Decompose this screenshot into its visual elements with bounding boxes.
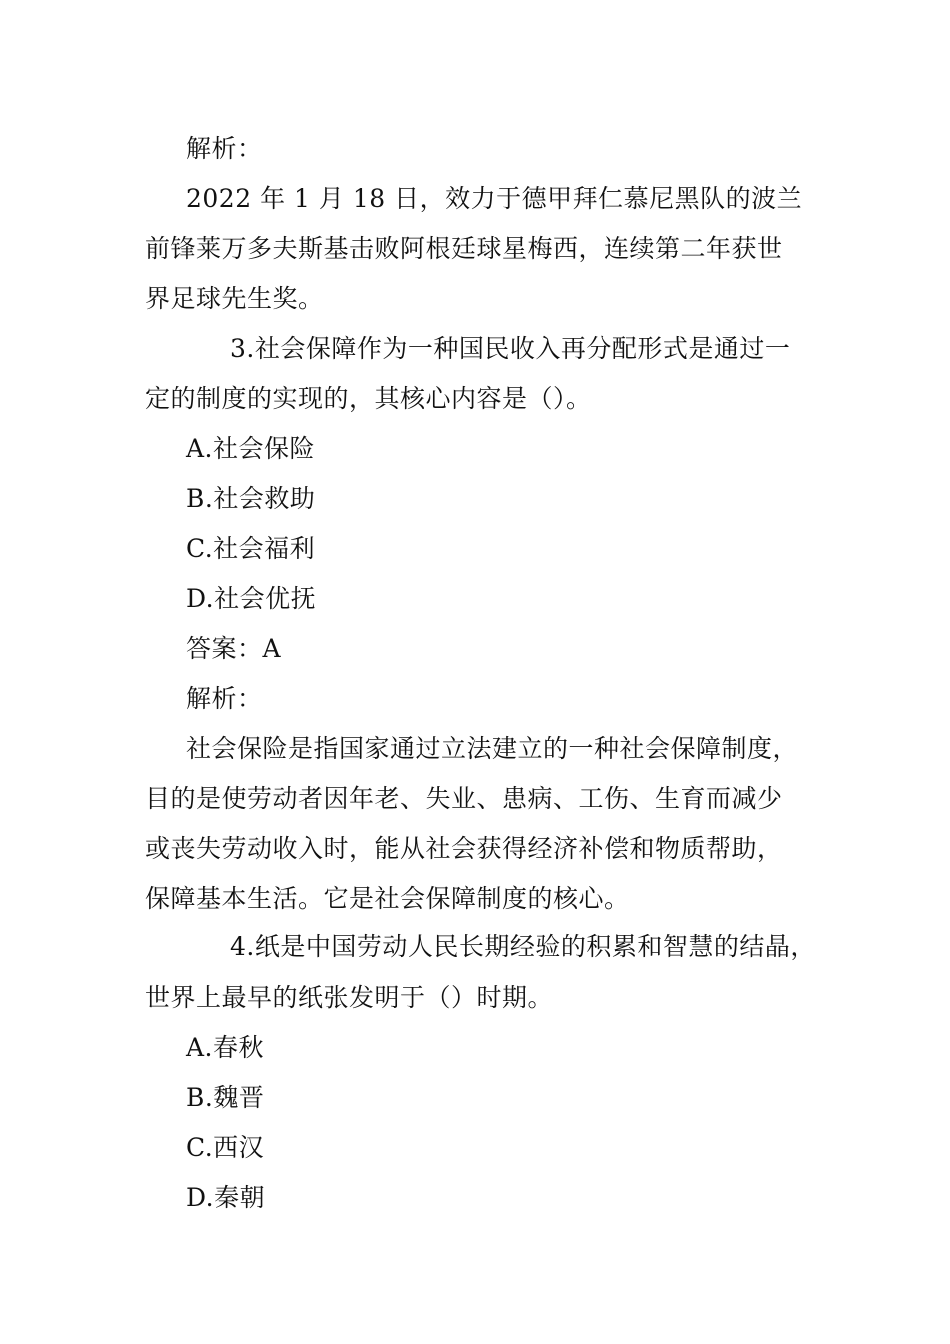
question-3-analysis-line: 或丧失劳动收入时，能从社会获得经济补偿和物质帮助，: [145, 834, 783, 863]
question-3-analysis-label: 解析：: [186, 684, 263, 713]
question-4-option-d: D.秦朝: [186, 1183, 266, 1212]
analysis-label: 解析：: [186, 134, 263, 163]
question-3-analysis-line: 社会保险是指国家通过立法建立的一种社会保障制度，: [186, 734, 799, 763]
question-4-option-b: B.魏晋: [186, 1083, 265, 1112]
question-3-stem: 3.社会保障作为一种国民收入再分配形式是通过一: [230, 334, 791, 363]
question-3-analysis-line: 保障基本生活。它是社会保障制度的核心。: [145, 884, 630, 913]
question-3-option-a: A.社会保险: [186, 434, 316, 463]
question-3-answer: 答案：A: [186, 634, 282, 663]
question-4-stem: 4.纸是中国劳动人民长期经验的积累和智慧的结晶，: [230, 932, 816, 961]
question-4-option-c: C.西汉: [186, 1133, 265, 1162]
question-3-analysis-line: 目的是使劳动者因年老、失业、患病、工伤、生育而减少: [145, 784, 783, 813]
analysis-paragraph-line: 界足球先生奖。: [145, 284, 324, 313]
question-3-option-b: B.社会救助: [186, 484, 316, 513]
question-4-stem: 世界上最早的纸张发明于（）时期。: [145, 983, 554, 1012]
question-3-option-c: C.社会福利: [186, 534, 316, 563]
analysis-paragraph-line: 2022 年 1 月 18 日，效力于德甲拜仁慕尼黑队的波兰: [186, 184, 803, 213]
question-3-option-d: D.社会优抚: [186, 584, 317, 613]
analysis-paragraph-line: 前锋莱万多夫斯基击败阿根廷球星梅西，连续第二年获世: [145, 234, 783, 263]
question-4-option-a: A.春秋: [186, 1033, 265, 1062]
question-3-stem: 定的制度的实现的，其核心内容是（）。: [145, 384, 592, 413]
